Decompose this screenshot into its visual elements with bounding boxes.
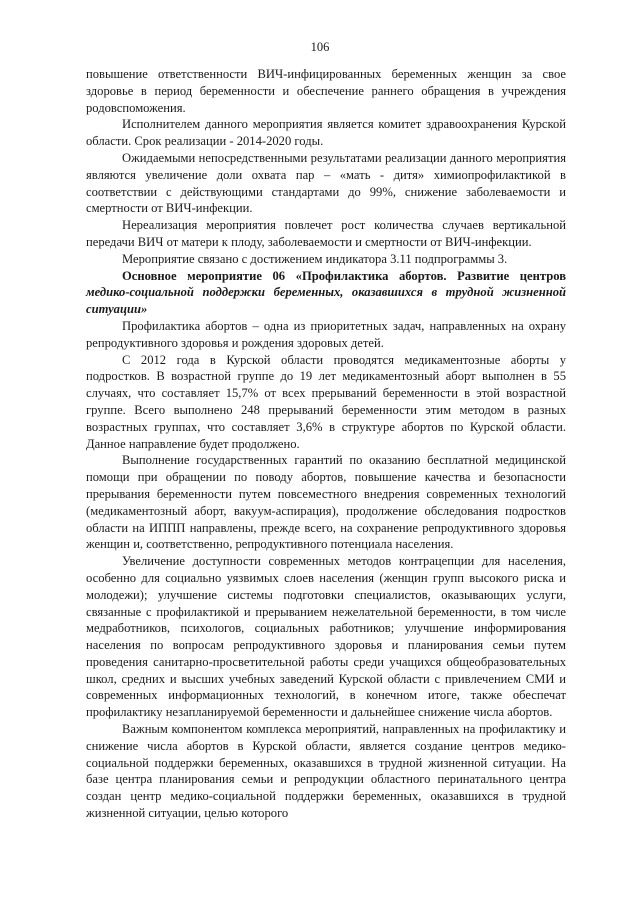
paragraph: Нереализация мероприятия повлечет рост количества случаев вертикальной передачи ВИЧ от матери к плоду, заболеваемости и смертности от ВИЧ-инфекции. [86, 218, 566, 249]
paragraph: Ожидаемыми непосредственными результатами реализации данного мероприятия являются увеличение доли охвата пар – «мать - дитя» химиопрофилактикой в соответствии с действующими стандартами до 99%, снижение заболеваемости и смертности от ВИЧ-инфекции. [86, 150, 566, 216]
section-heading-lead: Основное мероприятие 06 «Профилактика абортов. Развитие центров [122, 268, 566, 283]
paragraph: Увеличение доступности современных методов контрацепции для населения, особенно для социально уязвимых слоев населения (женщин групп высокого риска и молодежи); улучшение системы подготовки специалистов, оказывающих услуги, связанные с профилактикой и прерыванием нежелательной беременности, в том числе медработников, психологов, социальных работников; улучшение информирования населения по вопросам репродуктивного здоровья и планирования семьи путем проведения санитарно-просветительной работы среди учащихся общеобразовательных школ, средних и высших учебных заведений Курской области с привлечением СМИ и современных информационных технологий, в конечном итоге, также обеспечат профилактику незапланируемой беременности и дальнейшее снижение числа абортов. [86, 554, 566, 720]
page-number: 106 [310, 40, 330, 54]
paragraph: Профилактика абортов – одна из приоритетных задач, направленных на охрану репродуктивного здоровья и рождения здоровых детей. [86, 318, 566, 350]
section-heading [86, 268, 566, 318]
paragraph: С 2012 года в Курской области проводятся медикаментозные аборты у подростков. В возрастной группе до 19 лет медикаментозный аборт выполнен в 55 случаях, что составляет 15,7% от всех прерываний беременности в этой возрастной группе. Всего выполнено 248 прерываний беременности этим методом в разных возрастных группах, что составляет 3,6% в структуре абортов по Курской области. Данное направление будет продолжено. [86, 352, 566, 451]
paragraph: Важным компонентом комплекса мероприятий, направленных на профилактику и снижение числа абортов в Курской области, является создание центров медико-социальной поддержки беременных, оказавшихся в трудной жизненной ситуации. На базе центра планирования семьи и репродукции областного перинатального центра создан центр медико-социальной поддержки беременных, оказавшихся в трудной жизненной ситуации, целью которого [86, 722, 566, 821]
document-body [86, 66, 566, 822]
paragraph: Выполнение государственных гарантий по оказанию бесплатной медицинской помощи при обращении по поводу абортов, повышение качества и безопасности прерывания беременности путем повсеместного внедрения современных технологий (медикаментозный аборт, вакуум-аспирация), продолжение обследования подростков области на ИППП направлены, прежде всего, на сохранение репродуктивного здоровья женщин и, соответственно, репродуктивного потенциала населения. [86, 453, 566, 552]
paragraph: повышение ответственности ВИЧ-инфицированных беременных женщин за свое здоровье в период беременности и обеспечение раннего обращения в учреждения родовспоможения. [86, 67, 566, 115]
paragraph: Исполнителем данного мероприятия является комитет здравоохранения Курской области. Срок реализации - 2014-2020 годы. [86, 117, 566, 149]
section-heading-rest: медико-социальной поддержки беременных, оказавшихся в трудной жизненной ситуации» [86, 285, 566, 317]
paragraph: Мероприятие связано с достижением индикатора 3.11 подпрограммы 3. [122, 251, 508, 266]
